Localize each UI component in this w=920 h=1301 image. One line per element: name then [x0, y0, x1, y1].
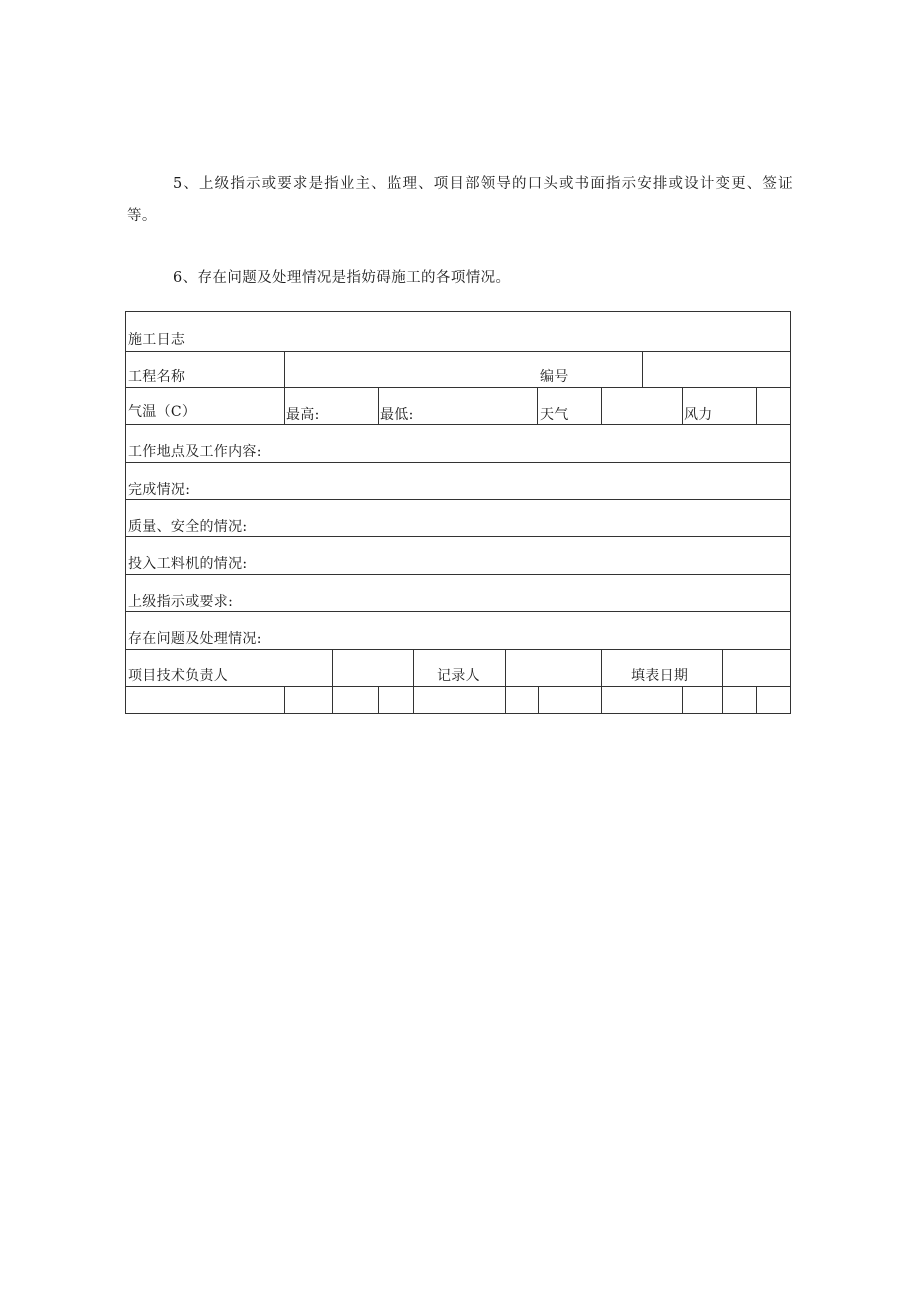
paragraph-item-6: 6、存在问题及处理情况是指妨碍施工的各项情况。 — [173, 270, 511, 286]
fill-date-label: 填表日期 — [631, 668, 689, 684]
col-divider — [505, 649, 506, 686]
superior-instructions-label: 上级指示或要求: — [128, 594, 234, 610]
col-divider — [722, 649, 723, 686]
row-divider — [126, 536, 790, 537]
col-divider — [378, 686, 379, 714]
recorder-label: 记录人 — [437, 668, 480, 684]
row-divider — [126, 649, 790, 650]
number-label: 编号 — [540, 369, 569, 385]
col-divider — [284, 686, 285, 714]
row-divider — [126, 462, 790, 463]
project-name-label: 工程名称 — [128, 369, 186, 385]
quality-safety-label: 质量、安全的情况: — [128, 519, 248, 535]
col-divider — [756, 686, 757, 714]
problems-label: 存在问题及处理情况: — [128, 631, 262, 647]
col-divider — [332, 649, 333, 686]
low-temp-label: 最低: — [380, 407, 414, 423]
col-divider — [505, 686, 506, 714]
temperature-label: 气温（C） — [128, 404, 197, 420]
row-divider — [126, 611, 790, 612]
col-divider — [284, 387, 285, 424]
col-divider — [538, 686, 539, 714]
form-title: 施工日志 — [128, 332, 186, 348]
col-divider — [642, 351, 643, 387]
row-divider — [126, 424, 790, 425]
row-divider — [126, 574, 790, 575]
row-divider — [126, 499, 790, 500]
completion-label: 完成情况: — [128, 482, 191, 498]
col-divider — [722, 686, 723, 714]
weather-label: 天气 — [540, 407, 569, 423]
col-divider — [413, 649, 414, 686]
row-divider — [126, 686, 790, 687]
col-divider — [413, 686, 414, 714]
col-divider — [284, 351, 285, 387]
col-divider — [756, 387, 757, 424]
high-temp-label: 最高: — [286, 407, 320, 423]
resources-label: 投入工料机的情况: — [128, 556, 248, 572]
col-divider — [537, 387, 538, 424]
row-divider — [126, 351, 790, 352]
col-divider — [682, 686, 683, 714]
construction-log-form — [125, 311, 791, 714]
col-divider — [601, 649, 602, 686]
work-location-label: 工作地点及工作内容: — [128, 444, 262, 460]
col-divider — [601, 387, 602, 424]
col-divider — [378, 387, 379, 424]
wind-label: 风力 — [684, 407, 713, 423]
col-divider — [332, 686, 333, 714]
tech-lead-label: 项目技术负责人 — [128, 668, 229, 684]
col-divider — [682, 387, 683, 424]
row-divider — [126, 387, 790, 388]
paragraph-item-5: 5、上级指示或要求是指业主、监理、项目部领导的口头或书面指示安排或设计变更、签证等。 — [127, 176, 793, 224]
col-divider — [601, 686, 602, 714]
